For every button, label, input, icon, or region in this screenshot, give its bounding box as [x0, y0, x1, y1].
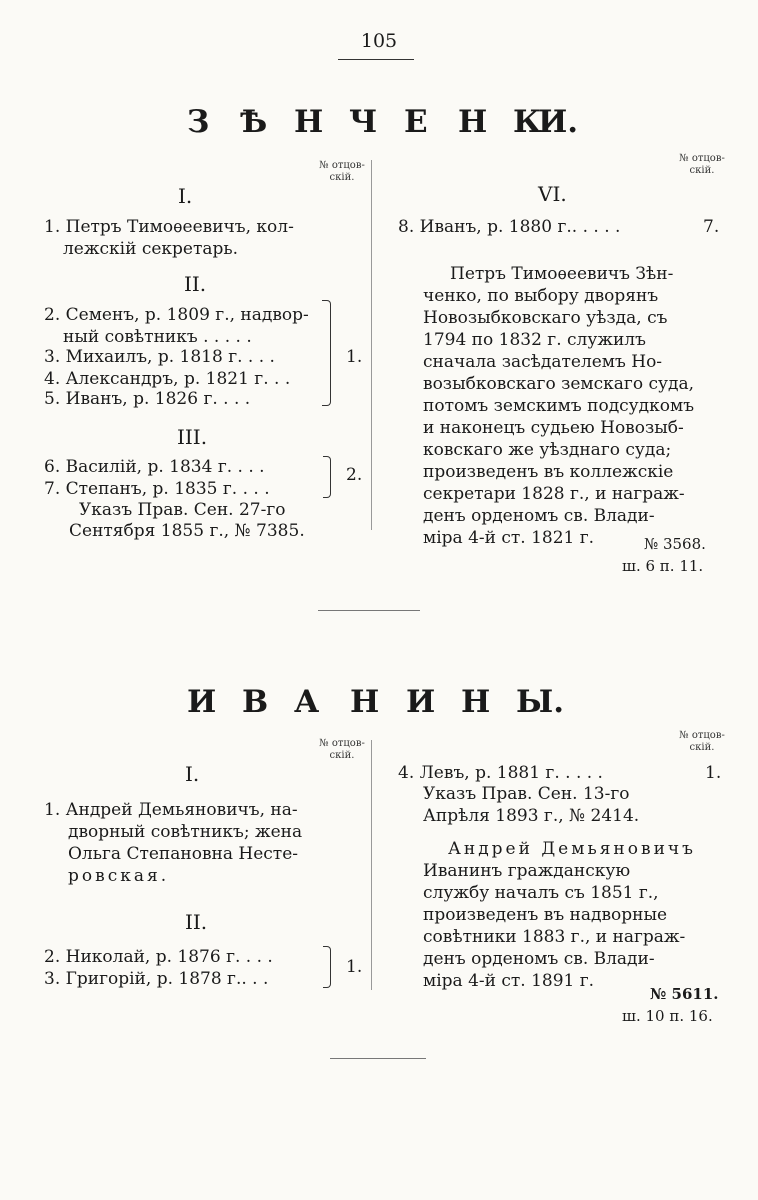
father-number: 1.: [346, 347, 363, 367]
title-letter: Н: [461, 684, 491, 720]
decree-note: Апрѣля 1893 г., № 2414.: [423, 806, 640, 826]
title-letter: В: [242, 684, 269, 720]
family-bracket: [323, 946, 331, 988]
biography-line: секретари 1828 г., и награж-: [423, 484, 685, 504]
genealogy-entry: 2. Николай, р. 1876 г. . . .: [44, 947, 273, 967]
generation-heading: I.: [178, 184, 193, 208]
biography-line: міра 4-й ст. 1891 г.: [423, 971, 595, 991]
biography-line: службу началъ съ 1851 г.,: [423, 883, 659, 903]
biography-line: денъ орденомъ св. Влади-: [423, 949, 655, 969]
title-letter: И: [406, 684, 436, 720]
family-bracket: [323, 456, 331, 498]
father-number-note: № отцов- скій.: [679, 153, 725, 176]
biography-line: Новозыбковскаго уѣзда, съ: [423, 308, 668, 328]
biography-line: сначала засѣдателемъ Но-: [423, 352, 663, 372]
biography-line: произведенъ въ коллежскіе: [423, 462, 674, 482]
biography-line: Петръ Тимоѳеевичъ Зѣн-: [450, 264, 674, 284]
archive-shelf-mark: ш. 6 п. 11.: [622, 557, 704, 575]
father-number: 7.: [703, 217, 720, 237]
archive-document-number: № 5611.: [650, 985, 719, 1003]
father-number: 2.: [346, 465, 363, 485]
archive-shelf-mark: ш. 10 п. 16.: [622, 1007, 713, 1025]
genealogy-entry: лежскій секретарь.: [63, 239, 239, 259]
biography-line: Иванинъ гражданскую: [423, 861, 631, 881]
title-letter: Ы.: [516, 684, 565, 720]
title-letter: Н: [350, 684, 380, 720]
generation-heading: VI.: [538, 182, 567, 206]
biography-line: потомъ земскимъ подсудкомъ: [423, 396, 695, 416]
biography-line: совѣтники 1883 г., и награж-: [423, 927, 686, 947]
genealogy-entry: 4. Левъ, р. 1881 г. . . . .: [398, 763, 603, 783]
title-letter: Н: [294, 104, 324, 140]
biography-line: и наконецъ судьею Новозыб-: [423, 418, 684, 438]
genealogy-entry: ный совѣтникъ . . . . .: [63, 327, 252, 347]
genealogy-entry: 1. Андрей Демьяновичъ, на-: [44, 800, 298, 820]
genealogy-entry: 2. Семенъ, р. 1809 г., надвор-: [44, 305, 309, 325]
title-letter: З: [187, 104, 210, 140]
section-separator: [318, 610, 420, 611]
column-divider: [371, 160, 372, 530]
generation-heading: II.: [184, 272, 207, 296]
title-letter: К: [513, 104, 542, 140]
title-letter: Н: [458, 104, 488, 140]
biography-line: денъ орденомъ св. Влади-: [423, 506, 655, 526]
father-number-note: № отцов- скій.: [319, 738, 365, 761]
biography-line: возыбковскаго земскаго суда,: [423, 374, 695, 394]
generation-heading: III.: [177, 425, 208, 449]
family-bracket: [322, 300, 331, 406]
page-number-rule: [338, 59, 414, 60]
biography-line: 1794 по 1832 г. служилъ: [423, 330, 646, 350]
father-number-note: № отцов- скій.: [679, 730, 725, 753]
genealogy-entry: 3. Михаилъ, р. 1818 г. . . .: [44, 347, 275, 367]
father-number-note: № отцов- скій.: [319, 160, 365, 183]
decree-note: Сентября 1855 г., № 7385.: [69, 521, 305, 541]
genealogy-entry: 3. Григорій, р. 1878 г.. . .: [44, 969, 269, 989]
genealogy-entry: Ольга Степановна Несте-: [68, 844, 298, 864]
father-number: 1.: [705, 763, 722, 783]
genealogy-entry: 5. Иванъ, р. 1826 г. . . .: [44, 389, 251, 409]
genealogy-entry: 4. Александръ, р. 1821 г. . .: [44, 369, 291, 389]
genealogy-entry: 8. Иванъ, р. 1880 г.. . . . .: [398, 217, 621, 237]
biography-line: произведенъ въ надворные: [423, 905, 668, 925]
biography-line: ковскаго же уѣзднаго суда;: [423, 440, 672, 460]
title-letter: И.: [538, 104, 579, 140]
father-number: 1.: [346, 957, 363, 977]
decree-note: Указъ Прав. Сен. 27-го: [79, 500, 286, 520]
generation-heading: II.: [185, 910, 208, 934]
genealogy-entry: 6. Василій, р. 1834 г. . . .: [44, 457, 265, 477]
section-separator: [330, 1058, 426, 1059]
biography-line: міра 4-й ст. 1821 г.: [423, 528, 595, 548]
page-number: 105: [360, 30, 398, 52]
title-letter: Ч: [349, 104, 378, 140]
archive-document-number: № 3568.: [644, 535, 706, 553]
biography-line: Андрей Демьяновичъ: [448, 839, 696, 859]
generation-heading: I.: [185, 762, 200, 786]
genealogy-entry: 7. Степанъ, р. 1835 г. . . .: [44, 479, 270, 499]
title-letter: Ѣ: [240, 104, 268, 140]
genealogy-entry: дворный совѣтникъ; жена: [68, 822, 303, 842]
genealogy-entry: 1. Петръ Тимоѳеевичъ, кол-: [44, 217, 294, 237]
biography-line: ченко, по выбору дворянъ: [423, 286, 659, 306]
title-letter: Е: [404, 104, 428, 140]
title-letter: А: [294, 684, 320, 720]
title-letter: И: [187, 684, 217, 720]
column-divider: [371, 740, 372, 990]
genealogy-entry: ровская.: [68, 866, 170, 886]
decree-note: Указъ Прав. Сен. 13-го: [423, 784, 630, 804]
